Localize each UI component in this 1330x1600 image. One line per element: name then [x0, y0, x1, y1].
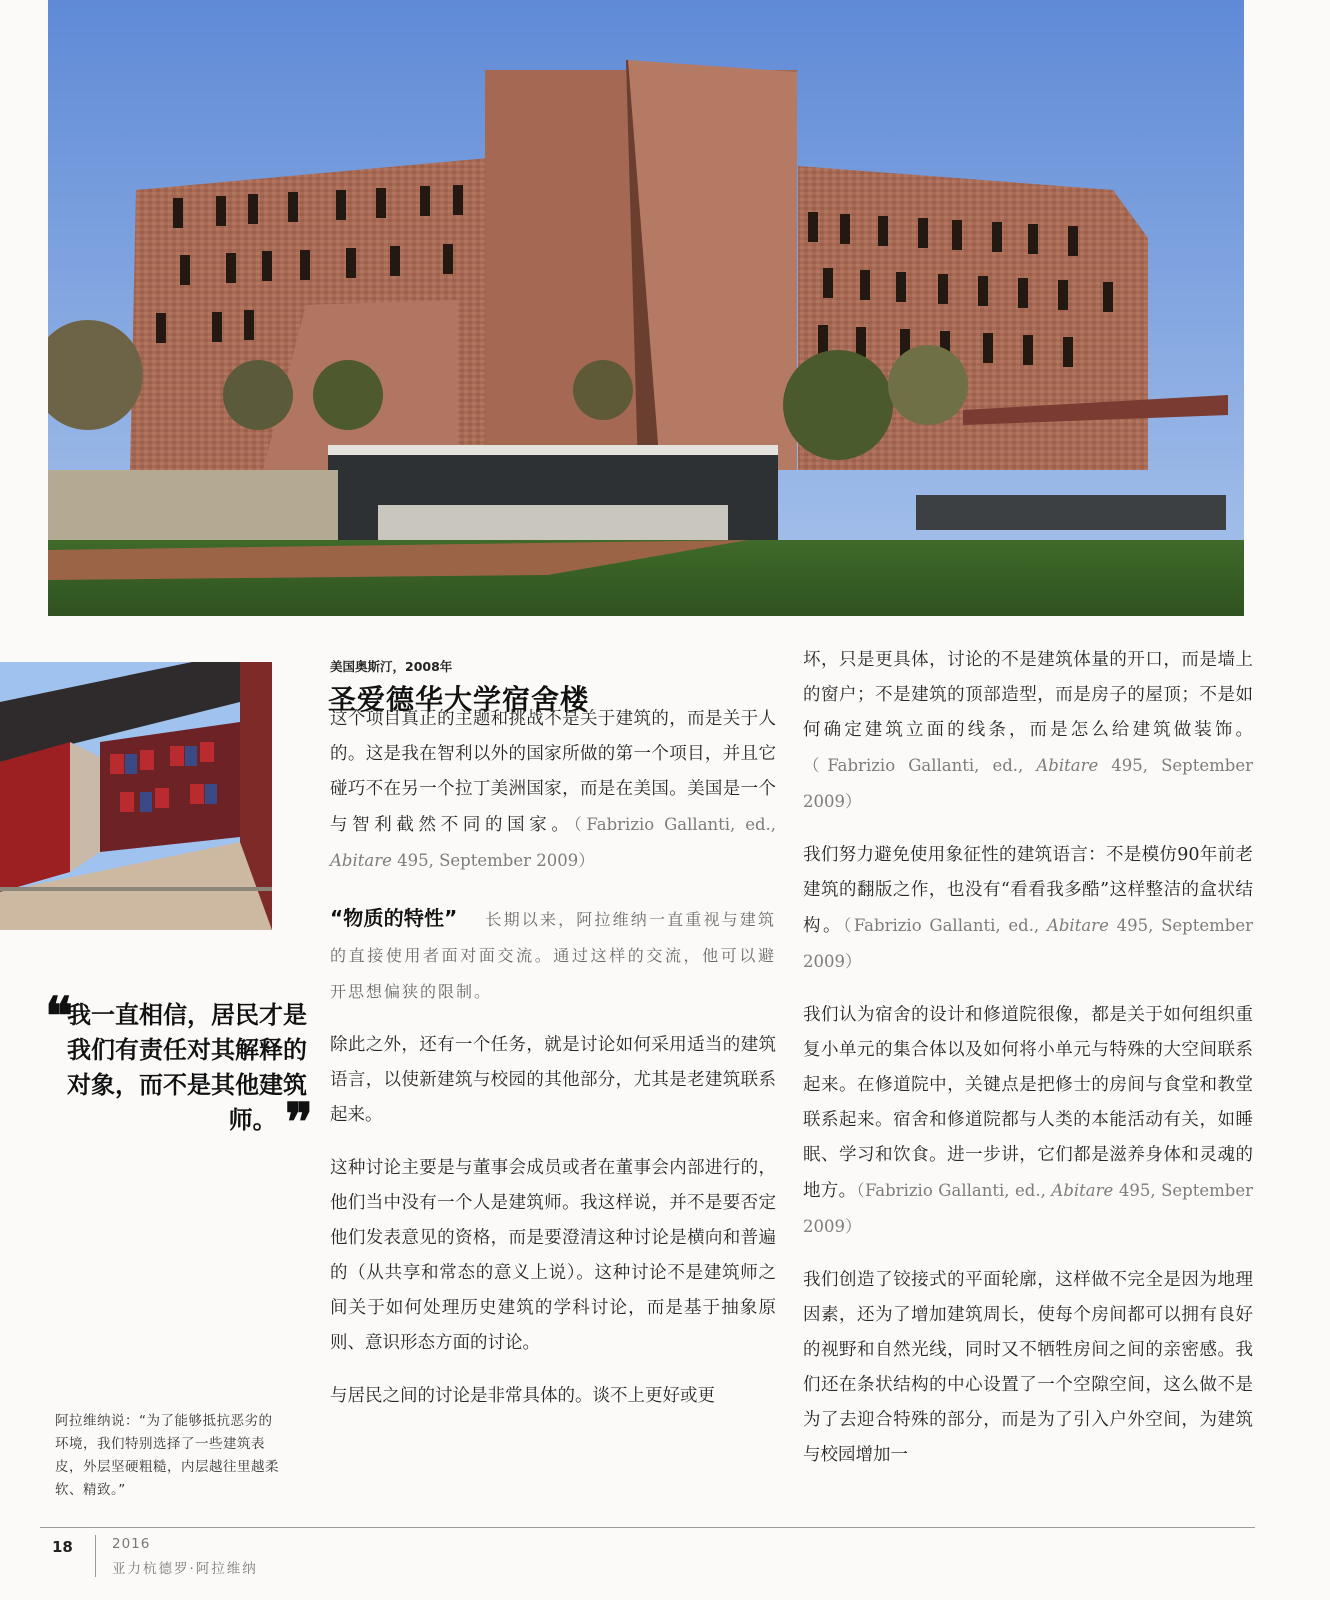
article-title: 圣爱德华大学宿舍楼	[328, 683, 590, 716]
paragraph	[803, 998, 1253, 1245]
citation-issue: 495, September 2009）	[391, 851, 595, 870]
citation-author: （Fabrizio Gallanti, ed.,	[856, 1181, 1052, 1200]
pull-quote-text: 我一直相信，居民才是我们有责任对其解释的对象，而不是其他建筑师。	[67, 1001, 307, 1134]
citation-journal: Abitare	[1051, 1181, 1114, 1200]
paragraph: 除此之外，还有一个任务，就是讨论如何采用适当的建筑语言，以使新建筑与校园的其他部分，尤其是老建筑联系起来。	[330, 1035, 776, 1125]
close-quote-mark: ❞	[285, 1092, 307, 1153]
paragraph-text: 我们努力避免使用象征性的建筑语言：不是模仿90年前老建筑的翻版之作，也没有“看看我多酷”这样整洁的盒状结构。	[803, 845, 1253, 936]
citation-author: （Fabrizio Gallanti, ed.,	[843, 916, 1047, 935]
citation-journal: Abitare	[1046, 916, 1109, 935]
paragraph-text: 长期以来，阿拉维纳一直重视与建筑的直接使用者面对面交流。通过这样的交流，他可以避开思想偏狭的限制。	[330, 910, 776, 1001]
hero-photo	[48, 0, 1244, 616]
section-subheading: “物质的特性”	[330, 906, 458, 930]
courtyard-photo	[0, 662, 272, 930]
open-quote-mark: ❝	[45, 986, 67, 1047]
citation	[803, 1181, 1253, 1236]
pull-quote	[45, 986, 307, 1153]
article-location-date: 美国奥斯汀，2008年	[330, 659, 453, 674]
body-column-2	[803, 643, 1253, 1491]
photo-caption: 阿拉维纳说：“为了能够抵抗恶劣的环境，我们特别选择了一些建筑表皮，外层坚硬粗糙，内层越往里越柔软、精致。”	[55, 1413, 279, 1498]
citation-issue: 495, September 2009）	[803, 1181, 1253, 1236]
citation-author: （Fabrizio Gallanti, ed.,	[573, 815, 777, 834]
paragraph-text: 这个项目真正的主题和挑战不是关于建筑的，而是关于人的。这是我在智利以外的国家所做的第一个项目，并且它碰巧不在另一个拉丁美洲国家，而是在美国。美国是一个与智利截然不同的国家。	[330, 709, 776, 835]
citation-journal: Abitare	[330, 851, 392, 870]
citation-author: （Fabrizio Gallanti, ed.,	[803, 756, 1037, 775]
citation	[803, 916, 1253, 971]
footer-rule	[40, 1527, 1255, 1528]
paragraph: 我们创造了铰接式的平面轮廓，这样做不完全是因为地理因素，还为了增加建筑周长，使每个房间都可以拥有良好的视野和自然光线，同时又不牺牲房间之间的亲密感。我们还在条状结构的中心设置了一个空隙空间，这么做不是为了去迎合特殊的部分，而是为了引入户外空间，为建筑与校园增加一	[803, 1270, 1253, 1465]
footer-year: 2016	[112, 1536, 151, 1552]
paragraph-text: 坏，只是更具体，讨论的不是建筑体量的开口，而是墙上的窗户；不是建筑的顶部造型，而是房子的屋顶；不是如何确定建筑立面的线条，而是怎么给建筑做装饰。	[803, 650, 1253, 740]
paragraph	[330, 901, 776, 1010]
dormitory-building-image	[48, 0, 1244, 616]
courtyard-image	[0, 662, 272, 930]
citation-issue: 495, September 2009）	[803, 756, 1253, 811]
paragraph-text: 我们认为宿舍的设计和修道院很像，都是关于如何组织重复小单元的集合体以及如何将小单元与特殊的大空间联系起来。在修道院中，关键点是把修士的房间与食堂和教堂联系起来。宿舍和修道院都与人类的本能活动有关，如睡眠、学习和饮食。进一步讲，它们都是滋养身体和灵魂的地方。	[803, 1005, 1253, 1201]
citation-issue: 495, September 2009）	[803, 916, 1253, 971]
paragraph: 这种讨论主要是与董事会成员或者在董事会内部进行的，他们当中没有一个人是建筑师。我这样说，并不是要否定他们发表意见的资格，而是要澄清这种讨论是横向和普遍的（从共享和常态的意义上说）。这种讨论不是建筑师之间关于如何处理历史建筑的学科讨论，而是基于抽象原则、意识形态方面的讨论。	[330, 1158, 776, 1353]
footer-book-title: 亚力杭德罗·阿拉维纳	[112, 1561, 258, 1577]
paragraph	[803, 643, 1253, 820]
paragraph: 与居民之间的讨论是非常具体的。谈不上更好或更	[330, 1386, 715, 1406]
citation	[803, 756, 1253, 811]
paragraph	[803, 838, 1253, 980]
paragraph	[330, 702, 776, 879]
footer-divider	[95, 1535, 96, 1577]
citation-journal: Abitare	[1036, 756, 1099, 775]
body-column-1	[330, 702, 776, 1432]
page-number: 18	[52, 1538, 73, 1556]
